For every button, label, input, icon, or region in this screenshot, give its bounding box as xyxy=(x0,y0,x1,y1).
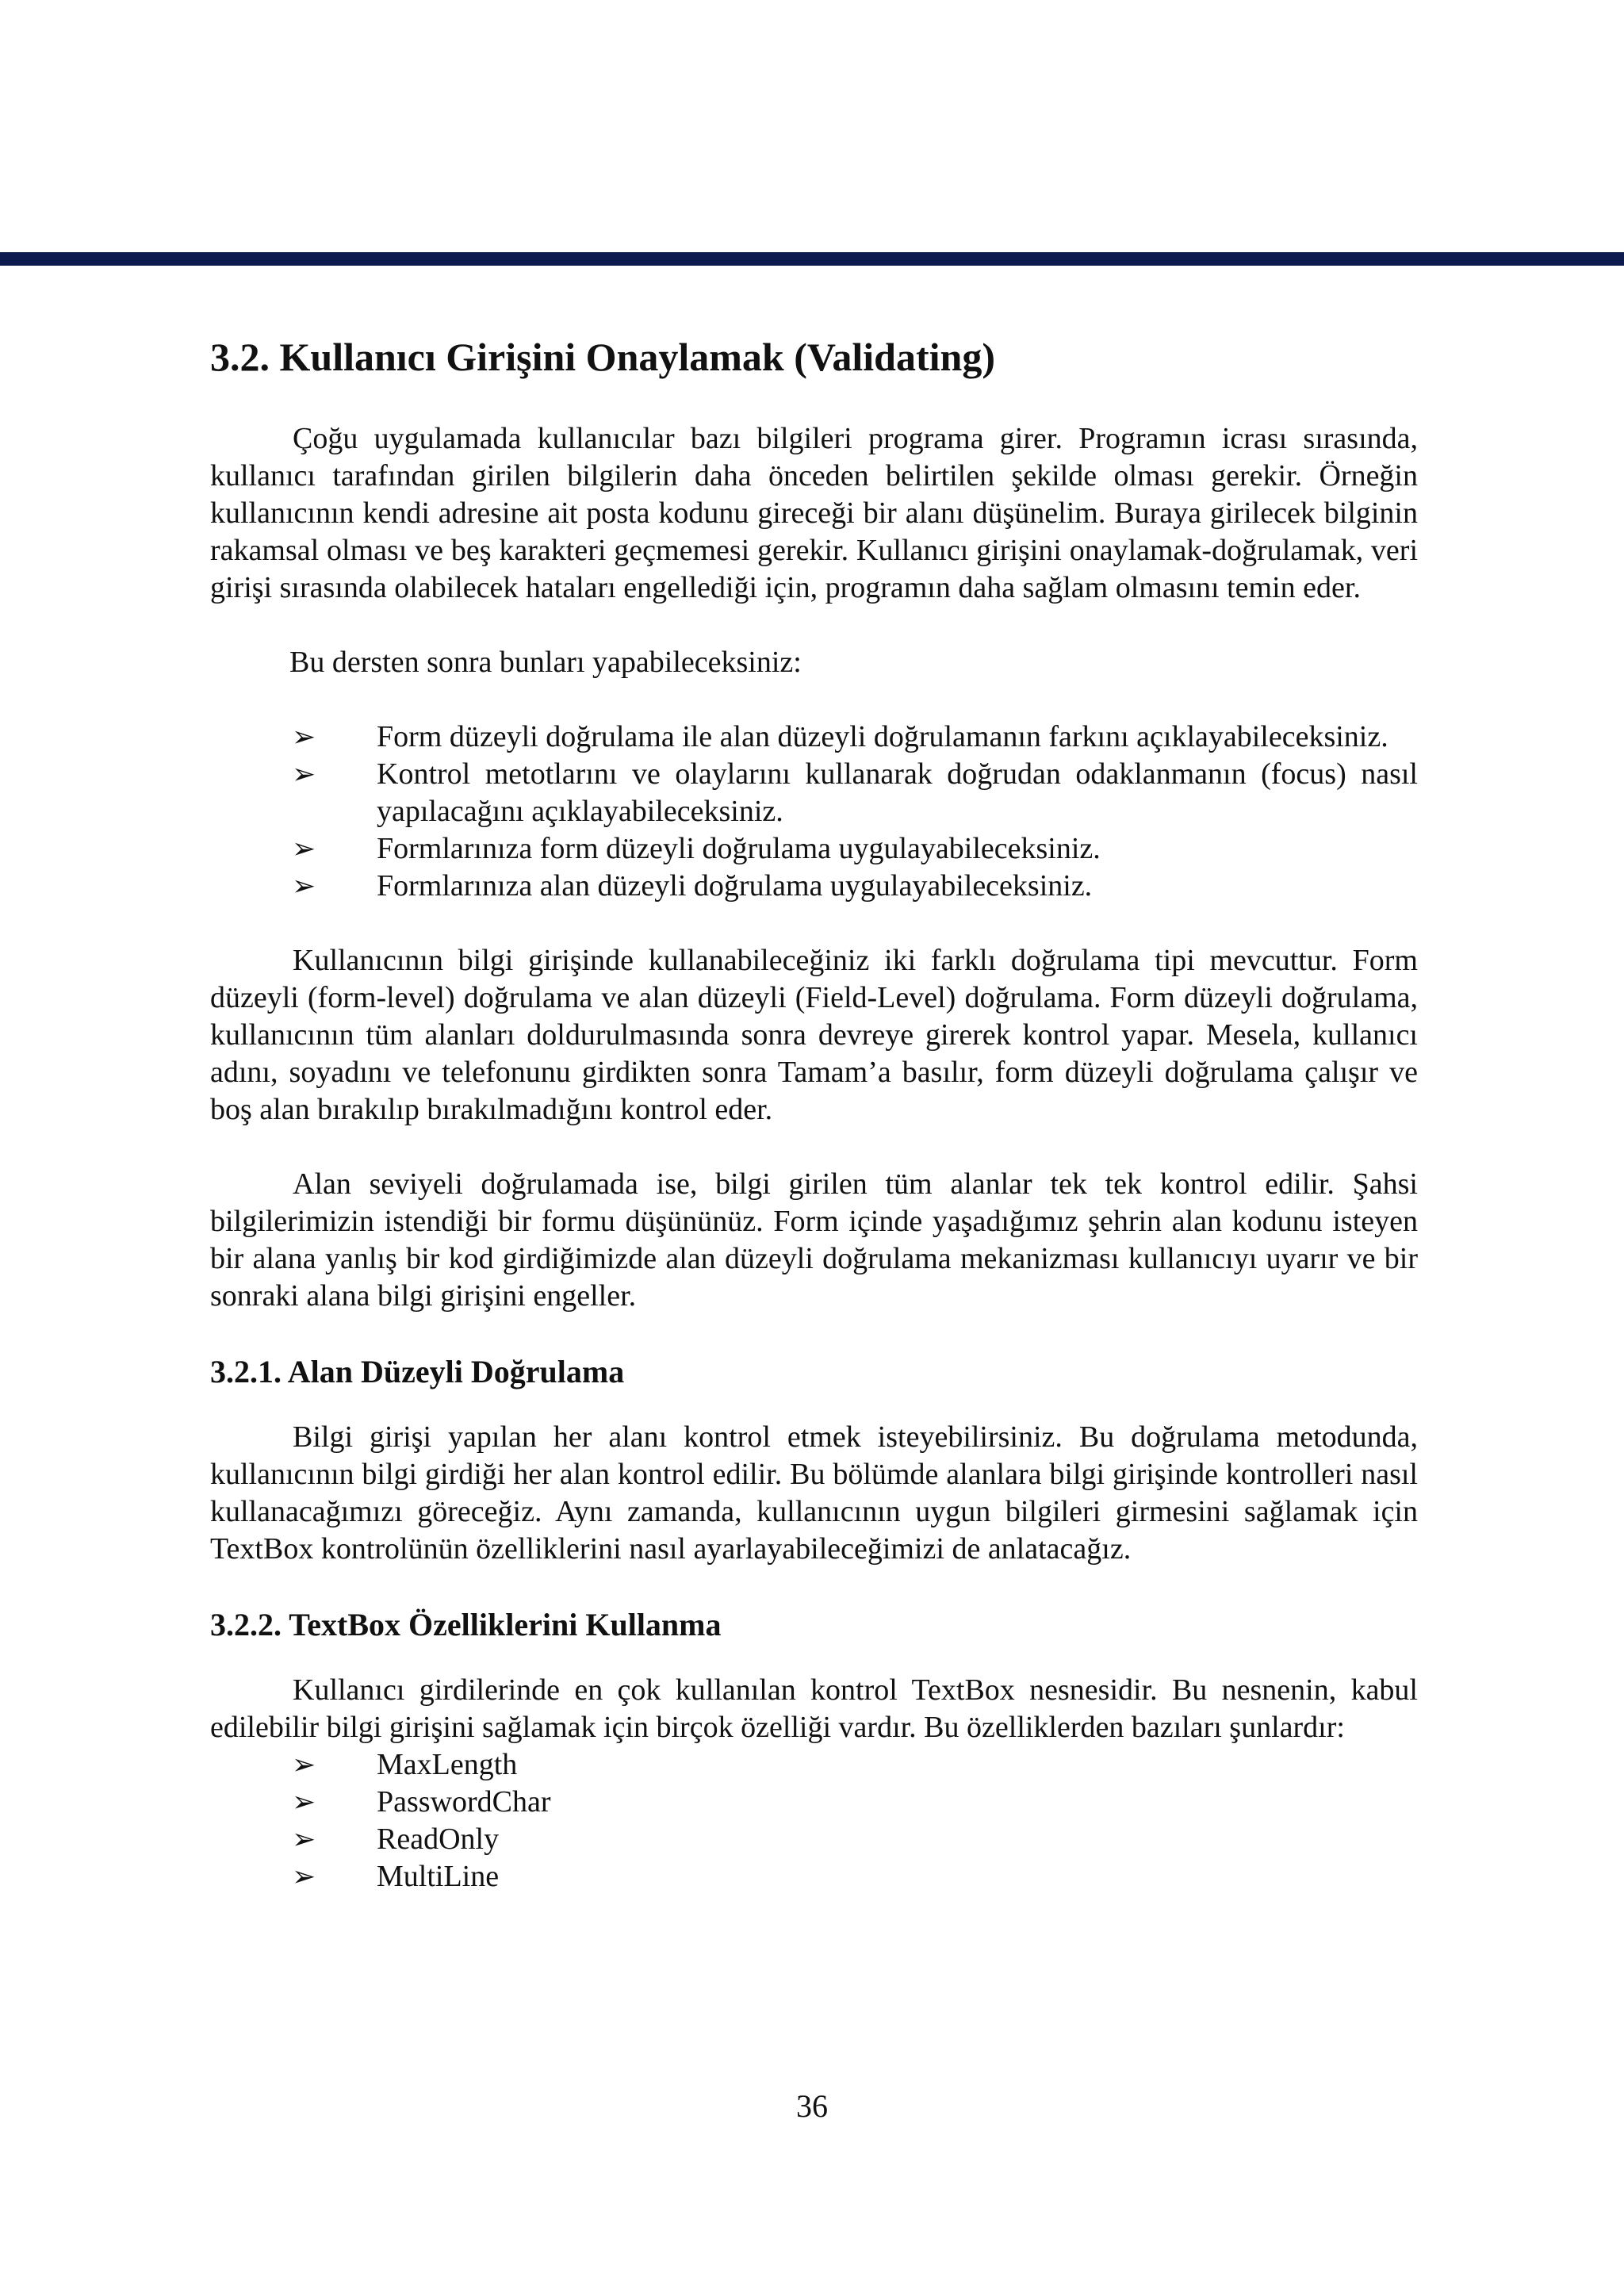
list-item: ➢ Form düzeyli doğrulama ile alan düzeyli doğrulamanın farkını açıklayabileceksiniz. xyxy=(210,719,1418,756)
header-rule xyxy=(0,252,1624,266)
subsection-title-textbox: 3.2.2. TextBox Özelliklerini Kullanma xyxy=(210,1607,722,1642)
arrow-bullet-icon: ➢ xyxy=(292,758,316,791)
page-content xyxy=(210,333,1418,1895)
paragraph-validation-types: Kullanıcının bilgi girişinde kullanabileceğiniz iki farklı doğrulama tipi mevcuttur. Form düzeyli (form-level) doğrulama ve alan düzeyli (Field-Level) doğrulama. Form düzeyli doğrulama, kullanıcının tüm alanları doldurulmasında sonra devreye girerek kontrol yapar. Mesela, kullanıcı adını, soyadını ve telefonunu girdikten sonra Tamam’a basılır, form düzeyli doğrulama çalışır ve boş alan bırakılıp bırakılmadığını kontrol eder. xyxy=(210,944,1418,1126)
arrow-bullet-icon: ➢ xyxy=(292,1861,316,1893)
list-item: ➢ Formlarınıza alan düzeyli doğrulama uygulayabileceksiniz. xyxy=(210,868,1418,905)
list-item: ➢ PasswordChar xyxy=(210,1784,1418,1821)
arrow-bullet-icon: ➢ xyxy=(292,870,316,903)
textbox-properties-list xyxy=(210,1746,1418,1895)
page-number: 36 xyxy=(796,2088,828,2124)
arrow-bullet-icon: ➢ xyxy=(292,1786,316,1819)
paragraph-textbox: Kullanıcı girdilerinde en çok kullanılan kontrol TextBox nesnesidir. Bu nesnenin, kabul edilebilir bilgi girişini sağlamak için birçok özelliği vardır. Bu özelliklerden bazıları şunlardır: xyxy=(210,1673,1418,1744)
list-item: ➢ MaxLength xyxy=(210,1746,1418,1784)
subsection-title-field-validation: 3.2.1. Alan Düzeyli Doğrulama xyxy=(210,1354,625,1389)
list-item: ➢ MultiLine xyxy=(210,1858,1418,1895)
paragraph-field-validation: Bilgi girişi yapılan her alanı kontrol etmek isteyebilirsiniz. Bu doğrulama metodunda, kullanıcının bilgi girdiği her alan kontrol edilir. Bu bölümde alanlara bilgi girişinde kontrolleri nasıl kullanacağımızı göreceğiz. Aynı zamanda, kullanıcının uygun bilgileri girmesini sağlamak için TextBox kontrolünün özelliklerini nasıl ayarlayabileceğimizi de anlatacağız. xyxy=(210,1420,1418,1566)
arrow-bullet-icon: ➢ xyxy=(292,1749,316,1781)
objectives-list xyxy=(210,719,1418,905)
list-item: ➢ Formlarınıza form düzeyli doğrulama uygulayabileceksiniz. xyxy=(210,830,1418,868)
section-title: 3.2. Kullanıcı Girişini Onaylamak (Validating) xyxy=(210,335,995,379)
paragraph-intro: Çoğu uygulamada kullanıcılar bazı bilgileri programa girer. Programın icrası sırasında, kullanıcı tarafından girilen bilgilerin daha önceden belirtilen şekilde olması gerekir. Örneğin kullanıcının kendi adresine ait posta kodunu gireceği bir alanı düşünelim. Buraya girilecek bilginin rakamsal olması ve beş karakteri geçmemesi gerekir. Kullanıcı girişini onaylamak-doğrulamak, veri girişi sırasında olabilecek hataları engellediği için, programın daha sağlam olmasını temin eder. xyxy=(210,422,1418,604)
arrow-bullet-icon: ➢ xyxy=(292,721,316,753)
list-item: ➢ ReadOnly xyxy=(210,1821,1418,1858)
objectives-intro: Bu dersten sonra bunları yapabileceksiniz: xyxy=(289,646,802,679)
arrow-bullet-icon: ➢ xyxy=(292,833,316,865)
list-item: ➢ Kontrol metotlarını ve olaylarını kullanarak doğrudan odaklanmanın (focus) nasıl yapılacağını açıklayabileceksiniz. xyxy=(292,757,1418,828)
arrow-bullet-icon: ➢ xyxy=(292,1823,316,1856)
paragraph-field-level: Alan seviyeli doğrulamada ise, bilgi girilen tüm alanlar tek tek kontrol edilir. Şahsi bilgilerimizin istendiği bir formu düşününüz. Form içinde yaşadığımız şehrin alan kodunu isteyen bir alana yanlış bir kod girdiğimizde alan düzeyli doğrulama mekanizması kullanıcıyı uyarır ve bir sonraki alana bilgi girişini engeller. xyxy=(210,1167,1418,1313)
